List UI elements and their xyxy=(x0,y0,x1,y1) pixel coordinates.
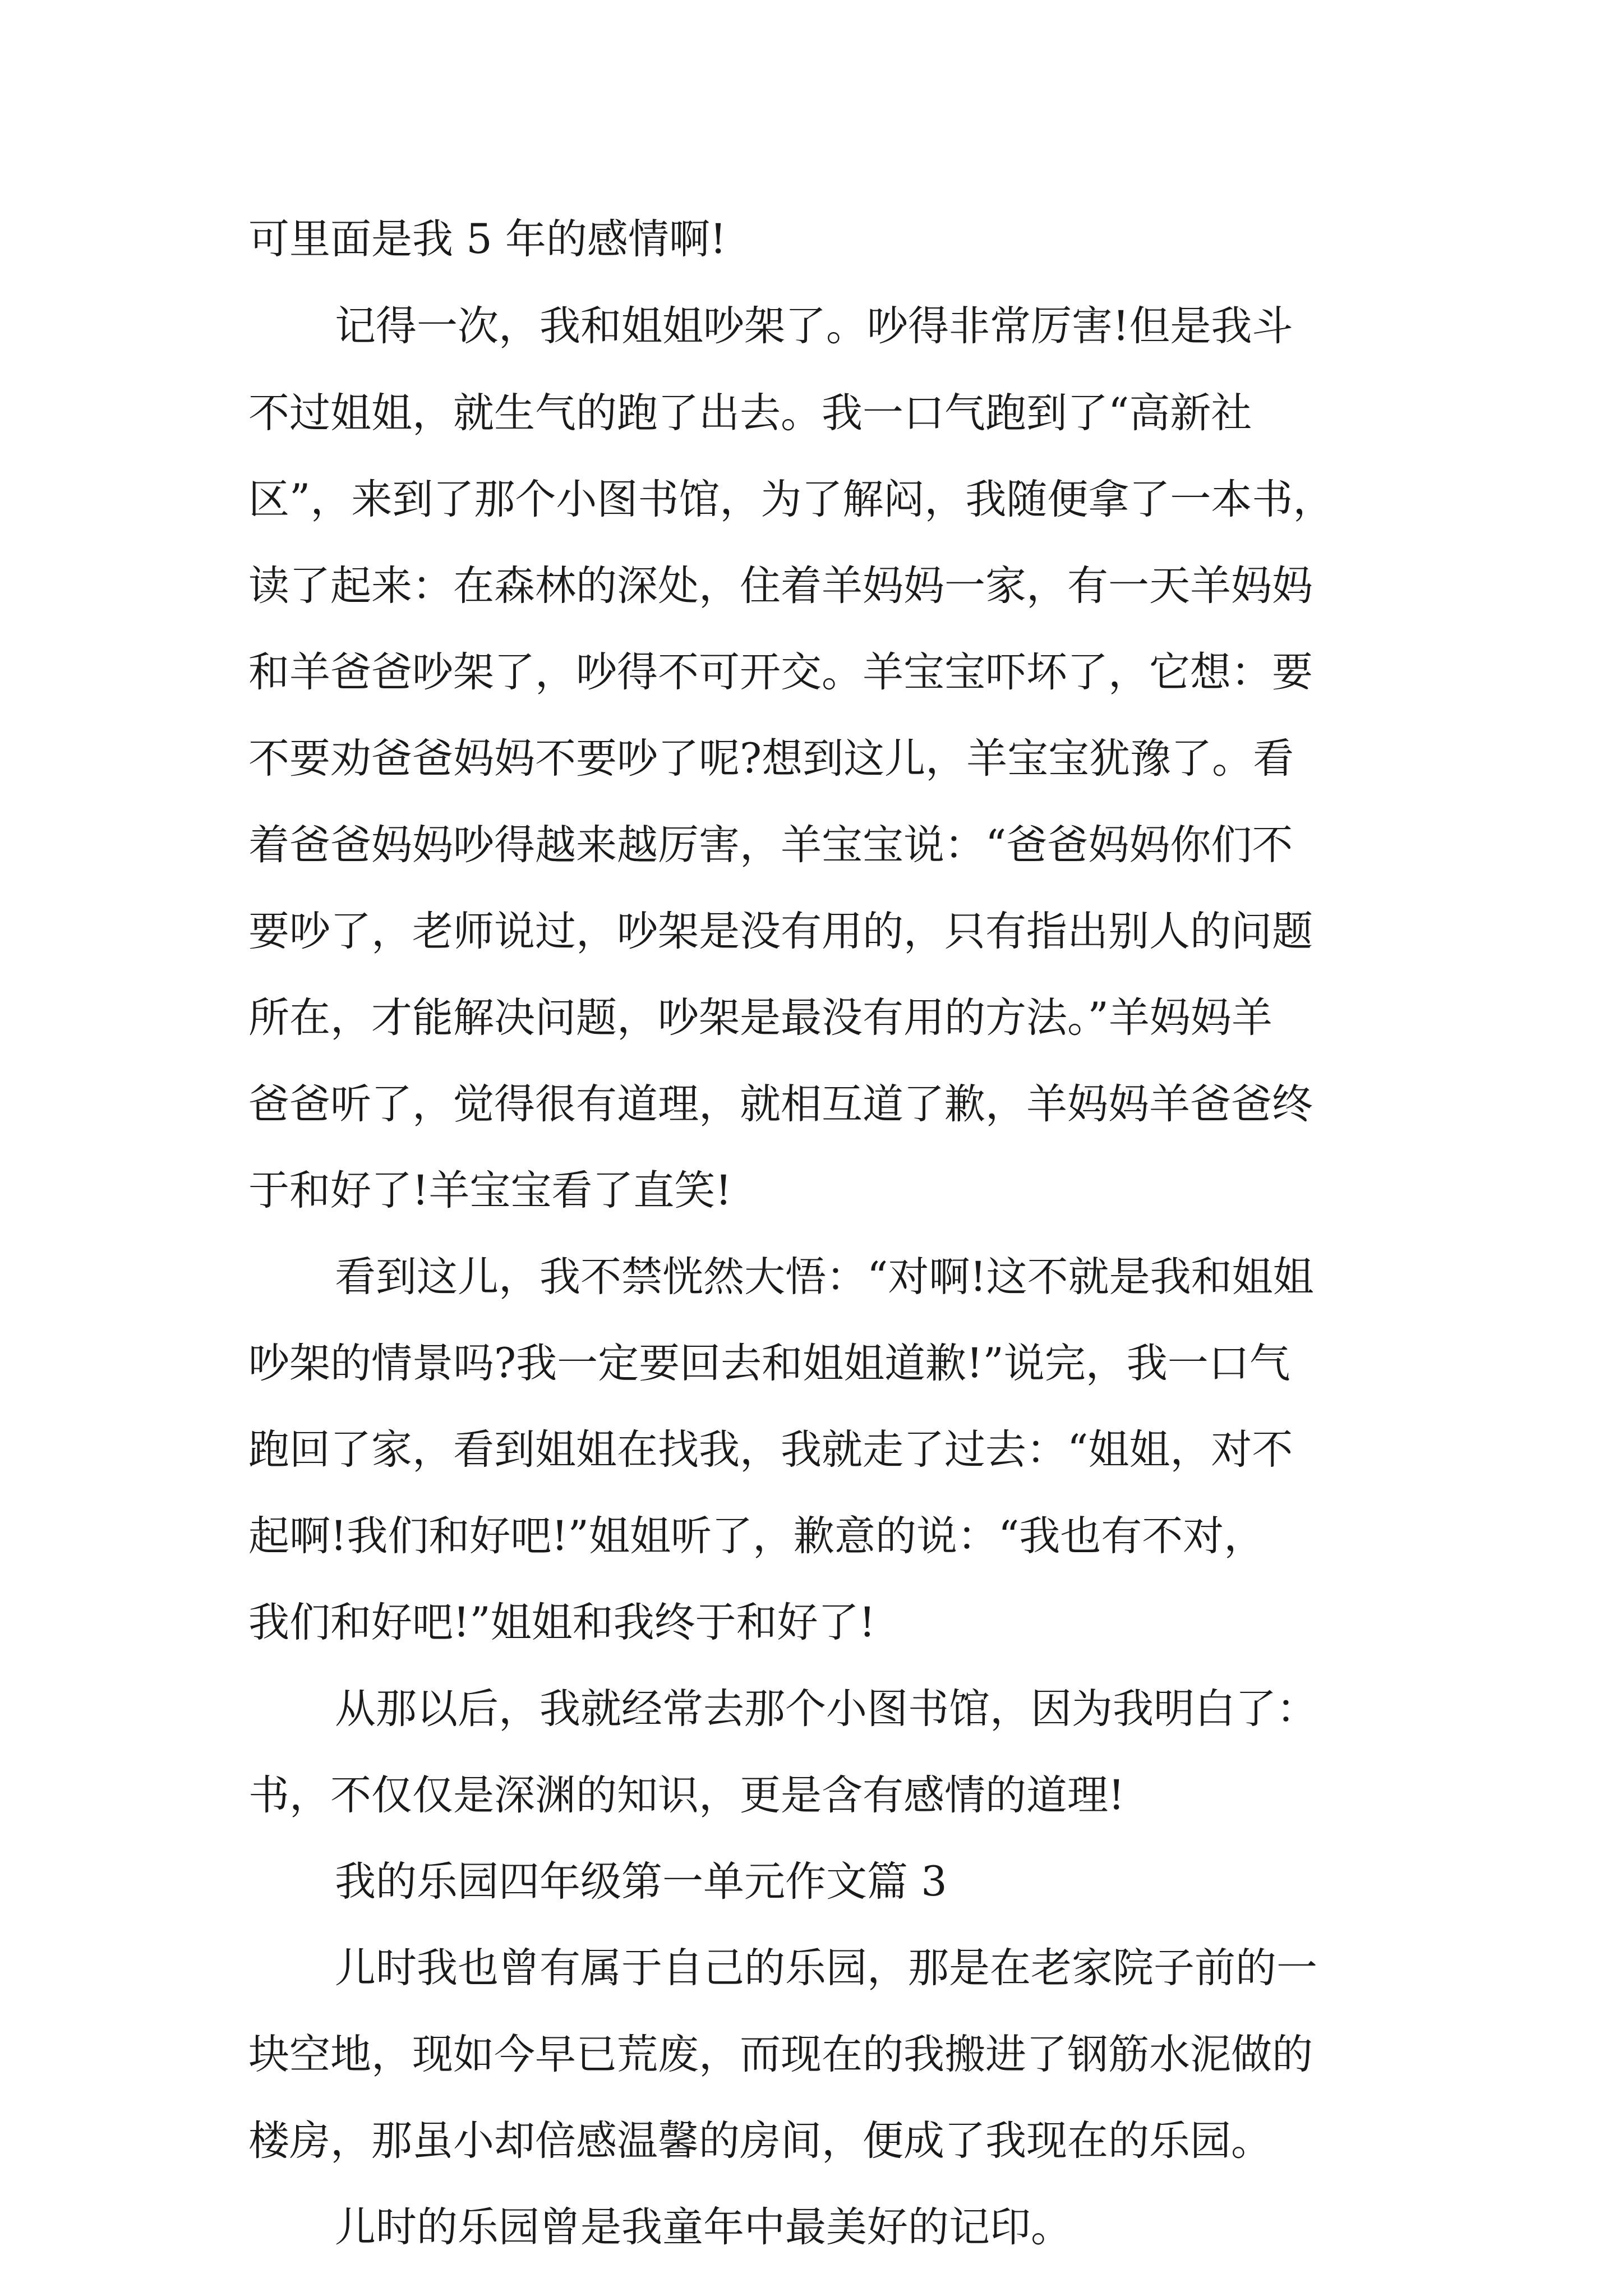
text-line: 可里面是我 5 年的感情啊! xyxy=(248,215,727,263)
text-line: 楼房，那虽小却倍感温馨的房间，便成了我现在的乐园。 xyxy=(248,2117,1272,2165)
text-line: 要吵了，老师说过，吵架是没有用的，只有指出别人的问题 xyxy=(248,908,1313,955)
text-line: 不要劝爸爸妈妈不要吵了呢?想到这儿，羊宝宝犹豫了。看 xyxy=(248,735,1294,783)
text-line: 儿时我也曾有属于自己的乐园，那是在老家院子前的一 xyxy=(335,1944,1317,1992)
section-heading: 我的乐园四年级第一单元作文篇 3 xyxy=(335,1858,947,1906)
text-line: 起啊!我们和好吧!”姐姐听了，歉意的说：“我也有不对， xyxy=(248,1512,1265,1560)
text-line: 块空地，现如今早已荒废，而现在的我搬进了钢筋水泥做的 xyxy=(248,2031,1313,2078)
text-line: 和羊爸爸吵架了，吵得不可开交。羊宝宝吓坏了，它想：要 xyxy=(248,648,1313,696)
text-line: 从那以后，我就经常去那个小图书馆，因为我明白了： xyxy=(335,1685,1317,1733)
text-line: 书，不仅仅是深渊的知识，更是含有感情的道理! xyxy=(248,1772,1125,1819)
text-line: 所在，才能解决问题，吵架是最没有用的方法。”羊妈妈羊 xyxy=(248,994,1272,1042)
text-line: 我们和好吧!”姐姐和我终于和好了! xyxy=(248,1599,875,1646)
text-line: 读了起来：在森林的深处，住着羊妈妈一家，有一天羊妈妈 xyxy=(248,562,1313,610)
text-line: 儿时的乐园曾是我童年中最美好的记印。 xyxy=(335,2203,1072,2251)
text-line: 不过姐姐，就生气的跑了出去。我一口气跑到了“高新社 xyxy=(248,389,1252,437)
text-line: 记得一次，我和姐姐吵架了。吵得非常厉害!但是我斗 xyxy=(335,302,1293,350)
text-line: 跑回了家，看到姐姐在找我，我就走了过去：“姐姐，对不 xyxy=(248,1426,1293,1474)
text-line: 着爸爸妈妈吵得越来越厉害，羊宝宝说：“爸爸妈妈你们不 xyxy=(248,821,1293,869)
text-line: 区”，来到了那个小图书馆，为了解闷，我随便拿了一本书， xyxy=(248,476,1334,523)
text-line: 爸爸听了，觉得很有道理，就相互道了歉，羊妈妈羊爸爸终 xyxy=(248,1080,1313,1128)
text-line: 吵架的情景吗?我一定要回去和姐姐道歉!”说完，我一口气 xyxy=(248,1340,1290,1387)
text-line: 于和好了!羊宝宝看了直笑! xyxy=(248,1167,732,1214)
text-line: 看到这儿，我不禁恍然大悟：“对啊!这不就是我和姐姐 xyxy=(335,1253,1314,1301)
